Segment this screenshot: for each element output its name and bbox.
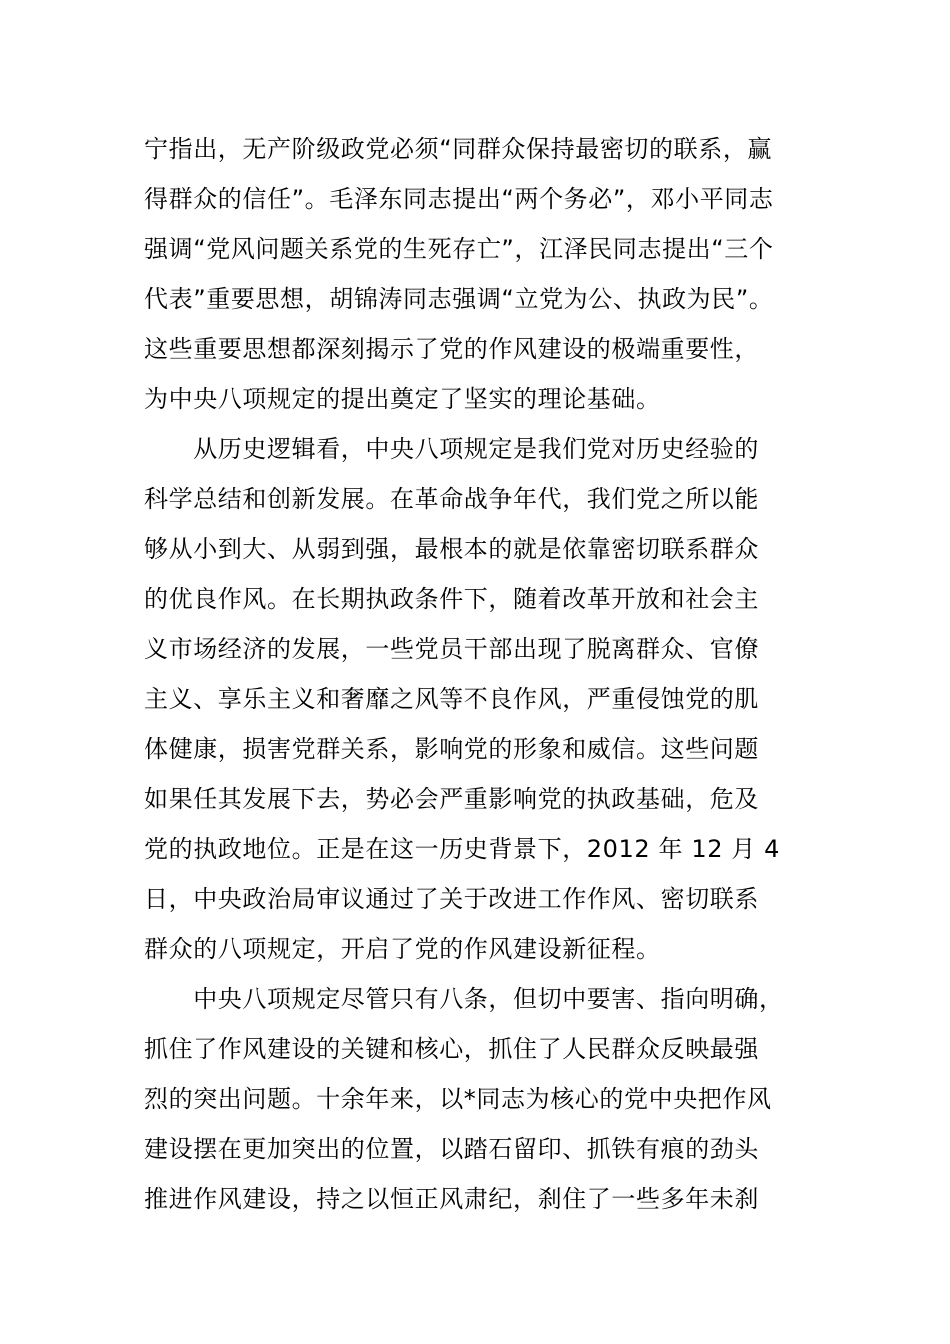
text-line: 从历史逻辑看，中央八项规定是我们党对历史经验的 [144, 435, 759, 463]
text-line: 强调“党风问题关系党的生死存亡”，江泽民同志提出“三个 [144, 235, 774, 263]
text-line: 如果任其发展下去，势必会严重影响党的执政基础，危及 [144, 785, 759, 813]
text-line: 够从小到大、从弱到强，最根本的就是依靠密切联系群众 [144, 535, 759, 563]
text-line: 得群众的信任”。毛泽东同志提出“两个务必”，邓小平同志 [144, 185, 774, 213]
text-line: 烈的突出问题。十余年来，以*同志为核心的党中央把作风 [144, 1085, 772, 1113]
text-line: 党的执政地位。正是在这一历史背景下，2012 年 12 月 4 [144, 835, 781, 863]
text-line: 宁指出，无产阶级政党必须“同群众保持最密切的联系，赢 [144, 135, 773, 163]
text-line: 建设摆在更加突出的位置，以踏石留印、抓铁有痕的劲头 [144, 1135, 759, 1163]
text-line: 抓住了作风建设的关键和核心，抓住了人民群众反映最强 [144, 1035, 759, 1063]
text-line: 中央八项规定尽管只有八条，但切中要害、指向明确， [144, 985, 784, 1013]
text-line: 的优良作风。在长期执政条件下，随着改革开放和社会主 [144, 585, 759, 613]
text-line: 群众的八项规定，开启了党的作风建设新征程。 [144, 935, 661, 963]
text-line: 推进作风建设，持之以恒正风肃纪，刹住了一些多年未刹 [144, 1185, 759, 1213]
text-line: 义市场经济的发展，一些党员干部出现了脱离群众、官僚 [144, 635, 759, 663]
text-line: 体健康，损害党群关系，影响党的形象和威信。这些问题 [144, 735, 759, 763]
text-line: 为中央八项规定的提出奠定了坚实的理论基础。 [144, 385, 661, 413]
text-line: 这些重要思想都深刻揭示了党的作风建设的极端重要性， [144, 335, 759, 363]
text-line: 日，中央政治局审议通过了关于改进工作作风、密切联系 [144, 885, 759, 913]
text-line: 代表”重要思想，胡锦涛同志强调“立党为公、执政为民”。 [144, 285, 774, 313]
text-line: 科学总结和创新发展。在革命战争年代，我们党之所以能 [144, 485, 759, 513]
text-line: 主义、享乐主义和奢靡之风等不良作风，严重侵蚀党的肌 [144, 685, 759, 713]
